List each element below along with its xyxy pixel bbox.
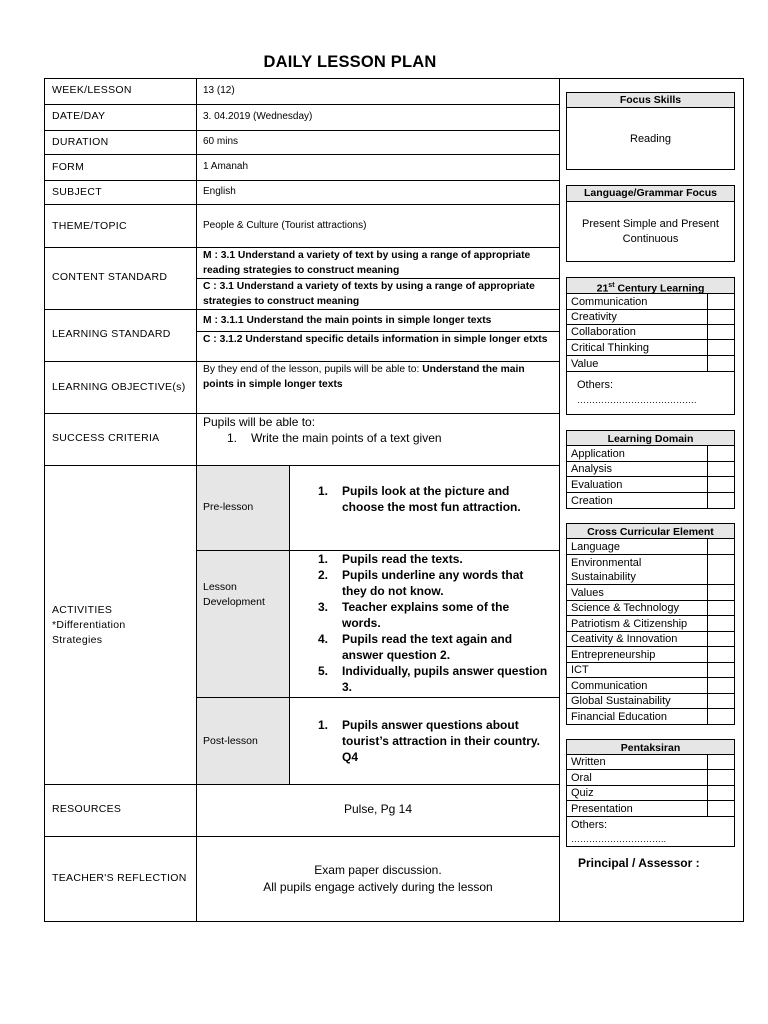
- checkbox-cell[interactable]: [708, 585, 735, 601]
- learning-standard-label: LEARNING STANDARD: [52, 328, 171, 340]
- lesson-development-cell: [197, 551, 289, 697]
- learning-domain-table: [566, 445, 735, 509]
- table-row: [567, 647, 735, 663]
- row-divider: [44, 309, 559, 310]
- focus-skills-head: Focus Skills: [567, 93, 734, 108]
- checkbox-cell[interactable]: [708, 555, 735, 585]
- pentaksiran-box: [566, 739, 735, 755]
- row-divider: [44, 180, 559, 181]
- pentaksiran-table: [566, 754, 735, 847]
- cross-curricular-box: [566, 523, 735, 539]
- table-row: [567, 294, 735, 310]
- table-row: [567, 356, 735, 372]
- date-value: 3. 04.2019 (Wednesday): [203, 111, 313, 122]
- table-row: [567, 632, 735, 647]
- checkbox-cell[interactable]: [708, 539, 735, 555]
- theme-value: People & Culture (Tourist attractions): [203, 220, 367, 231]
- cross-item: Patriotism & Citizenship: [567, 616, 708, 632]
- checkbox-cell[interactable]: [708, 325, 735, 340]
- step-text: Individually, pupils answer question 3.: [342, 664, 548, 694]
- page-title: DAILY LESSON PLAN: [263, 53, 437, 71]
- theme-label: THEME/TOPIC: [52, 220, 127, 232]
- row-divider: [196, 697, 559, 698]
- checkbox-cell[interactable]: [708, 493, 735, 509]
- cross-curricular-head: Cross Curricular Element: [587, 526, 714, 538]
- table-row: [567, 801, 735, 817]
- pentaksiran-head: Pentaksiran: [620, 742, 681, 754]
- century-item: Communication: [567, 294, 708, 310]
- cross-item: ICT: [567, 663, 708, 678]
- checkbox-cell[interactable]: [708, 294, 735, 310]
- domain-item: Evaluation: [567, 477, 708, 493]
- list-item: [318, 551, 550, 567]
- pentaksiran-others-cell: [567, 817, 735, 847]
- checkbox-cell[interactable]: [708, 663, 735, 678]
- principal-assessor-label: Principal / Assessor :: [578, 856, 700, 870]
- checkbox-cell[interactable]: [708, 462, 735, 477]
- step-text: Pupils answer questions about tourist’s attraction in their country. Q4: [342, 718, 541, 764]
- cross-item: Science & Technology: [567, 601, 708, 616]
- cross-item: Environmental Sustainability: [567, 555, 708, 585]
- table-row: [567, 770, 735, 786]
- step-number: 1.: [318, 552, 329, 566]
- row-divider: [44, 130, 559, 131]
- table-row: [567, 601, 735, 616]
- activities-sub2: Strategies: [52, 634, 103, 646]
- century-item: Value: [567, 356, 708, 372]
- activities-title: ACTIVITIES: [52, 604, 113, 616]
- table-row: [567, 310, 735, 325]
- resources-value: Pulse, Pg 14: [343, 802, 413, 816]
- learning-domain-head: Learning Domain: [607, 433, 694, 445]
- checkbox-cell[interactable]: [708, 356, 735, 372]
- table-row: [567, 678, 735, 694]
- checkbox-cell[interactable]: [708, 446, 735, 462]
- list-item: [318, 717, 550, 765]
- pre-lesson-label: Pre-lesson: [203, 501, 254, 513]
- table-row: [567, 462, 735, 477]
- table-row: [567, 755, 735, 770]
- step-number: 1.: [318, 718, 329, 732]
- cross-item: Communication: [567, 678, 708, 694]
- activities-label: [52, 603, 125, 648]
- cross-item: Entrepreneurship: [567, 647, 708, 663]
- post-lesson-label: Post-lesson: [203, 735, 258, 747]
- learning-objective-value: [203, 362, 553, 392]
- success-item: Write the main points of a text given: [251, 431, 442, 445]
- checkbox-cell[interactable]: [708, 601, 735, 616]
- list-item: [318, 663, 550, 695]
- content-standard-m: M : 3.1 Understand a variety of text by using a range of appropriate reading strategies to construct meaning: [203, 250, 531, 276]
- focus-skills-value: Reading: [630, 133, 671, 145]
- step-text: Pupils look at the picture and choose the most fun attraction.: [342, 484, 521, 514]
- pentaksiran-others: Others:: [571, 819, 608, 831]
- success-head: Pupils will be able to:: [203, 415, 316, 429]
- step-text: Pupils read the texts.: [342, 552, 463, 566]
- row-divider: [44, 154, 559, 155]
- century-item: Critical Thinking: [567, 340, 708, 356]
- checkbox-cell[interactable]: [708, 647, 735, 663]
- century-others-dots: ………………………………….: [577, 395, 697, 405]
- table-row: [567, 616, 735, 632]
- century-item: Creativity: [567, 310, 708, 325]
- learning-domain-box: [566, 430, 735, 446]
- century-item: Collaboration: [567, 325, 708, 340]
- century-learning-head: [567, 278, 734, 294]
- objective-bold: Understand the main points in simple longer texts: [203, 364, 525, 390]
- form-value: 1 Amanah: [203, 161, 249, 172]
- century-head-text: Century Learning: [614, 282, 705, 295]
- table-row: [567, 446, 735, 462]
- list-item: [318, 599, 550, 631]
- duration-value: 60 mins: [203, 136, 239, 147]
- cross-item: Financial Education: [567, 709, 708, 725]
- grammar-focus-value: Present Simple and Present Continuous: [582, 218, 719, 245]
- cross-item: Values: [567, 585, 708, 601]
- learning-standard-c: C : 3.1.2 Understand specific details information in simple longer etxts: [203, 334, 548, 345]
- grammar-focus-box: [566, 185, 735, 262]
- checkbox-cell[interactable]: [708, 616, 735, 632]
- table-row: [567, 817, 735, 847]
- table-row: [567, 477, 735, 493]
- focus-skills-box: [566, 92, 735, 170]
- pre-lesson-steps: [318, 483, 550, 515]
- lesson-development-steps: [318, 551, 550, 695]
- checkbox-cell[interactable]: [708, 632, 735, 647]
- reflection-label: TEACHER'S REFLECTION: [52, 872, 187, 884]
- checkbox-cell[interactable]: [708, 801, 735, 817]
- checkbox-cell[interactable]: [708, 786, 735, 801]
- checkbox-cell[interactable]: [708, 755, 735, 770]
- table-row: [567, 340, 735, 356]
- subject-value: English: [203, 186, 236, 197]
- checkbox-cell[interactable]: [708, 310, 735, 325]
- pentaksiran-item: Quiz: [567, 786, 708, 801]
- lesson-development-label: [203, 580, 265, 610]
- table-row: [567, 709, 735, 725]
- table-row: [567, 585, 735, 601]
- checkbox-cell[interactable]: [708, 678, 735, 694]
- step-text: Pupils underline any words that they do not know.: [342, 568, 524, 598]
- table-row: [567, 325, 735, 340]
- pentaksiran-item: Written: [567, 755, 708, 770]
- row-divider: [44, 836, 559, 837]
- post-lesson-steps: [318, 717, 550, 765]
- domain-item: Analysis: [567, 462, 708, 477]
- row-divider: [44, 104, 559, 105]
- form-label: FORM: [52, 161, 85, 173]
- duration-label: DURATION: [52, 136, 109, 148]
- domain-item: Creation: [567, 493, 708, 509]
- success-num: 1.: [227, 431, 238, 445]
- step-text: Pupils read the text again and answer question 2.: [342, 632, 513, 662]
- century-head-sup: st: [608, 282, 615, 289]
- century-learning-table: [566, 293, 735, 372]
- grammar-focus-head: Language/Grammar Focus: [567, 186, 734, 202]
- step-number: 2.: [318, 568, 329, 582]
- table-row: [567, 493, 735, 509]
- reflection-line-1: Exam paper discussion.: [314, 863, 442, 877]
- list-item: [318, 567, 550, 599]
- table-row: [567, 694, 735, 709]
- row-divider: [44, 204, 559, 205]
- list-item: [318, 483, 550, 515]
- domain-item: Application: [567, 446, 708, 462]
- pentaksiran-dots: …………………………..: [571, 834, 667, 844]
- step-number: 1.: [318, 484, 329, 498]
- week-value: 13 (12): [203, 85, 235, 96]
- cross-curricular-table: [566, 538, 735, 725]
- dev-label-1: Lesson: [203, 581, 237, 593]
- cross-item: Ceativity & Innovation: [567, 632, 708, 647]
- resources-label: RESOURCES: [52, 803, 122, 815]
- checkbox-cell[interactable]: [708, 340, 735, 356]
- table-row: [567, 663, 735, 678]
- date-label: DATE/DAY: [52, 110, 106, 122]
- checkbox-cell[interactable]: [708, 709, 735, 725]
- success-criteria-label: SUCCESS CRITERIA: [52, 432, 160, 444]
- subject-label: SUBJECT: [52, 186, 102, 198]
- learning-standard-m: M : 3.1.1 Understand the main points in simple longer texts: [203, 315, 492, 326]
- checkbox-cell[interactable]: [708, 477, 735, 493]
- pentaksiran-item: Oral: [567, 770, 708, 786]
- step-number: 3.: [318, 600, 329, 614]
- table-row: [567, 539, 735, 555]
- century-head-num: 21: [596, 282, 609, 295]
- week-label: WEEK/LESSON: [52, 84, 132, 96]
- step-text: Teacher explains some of the words.: [342, 600, 510, 630]
- step-number: 4.: [318, 632, 329, 646]
- table-row: [567, 555, 735, 585]
- content-standard-label: CONTENT STANDARD: [52, 271, 168, 283]
- cross-item: Global Sustainability: [567, 694, 708, 709]
- objective-prefix: By they end of the lesson, pupils will be able to:: [203, 364, 423, 375]
- checkbox-cell[interactable]: [708, 694, 735, 709]
- reflection-value: [197, 862, 559, 896]
- learning-objective-label: LEARNING OBJECTIVE(s): [52, 381, 186, 393]
- dev-label-2: Development: [203, 596, 265, 608]
- reflection-line-2: All pupils engage actively during the lesson: [263, 880, 493, 894]
- column-divider: [559, 78, 560, 922]
- activities-sub1: *Differentiation: [52, 619, 126, 631]
- century-others-label: Others:: [577, 379, 614, 391]
- row-divider: [44, 784, 559, 785]
- step-number: 5.: [318, 664, 329, 678]
- checkbox-cell[interactable]: [708, 770, 735, 786]
- content-standard-c: C : 3.1 Understand a variety of texts by using a range of appropriate strategies to construct meaning: [203, 281, 535, 307]
- list-item: [318, 631, 550, 663]
- row-divider: [44, 465, 559, 466]
- pentaksiran-item: Presentation: [567, 801, 708, 817]
- activity-divider: [289, 465, 290, 784]
- cross-item: Language: [567, 539, 708, 555]
- table-row: [567, 786, 735, 801]
